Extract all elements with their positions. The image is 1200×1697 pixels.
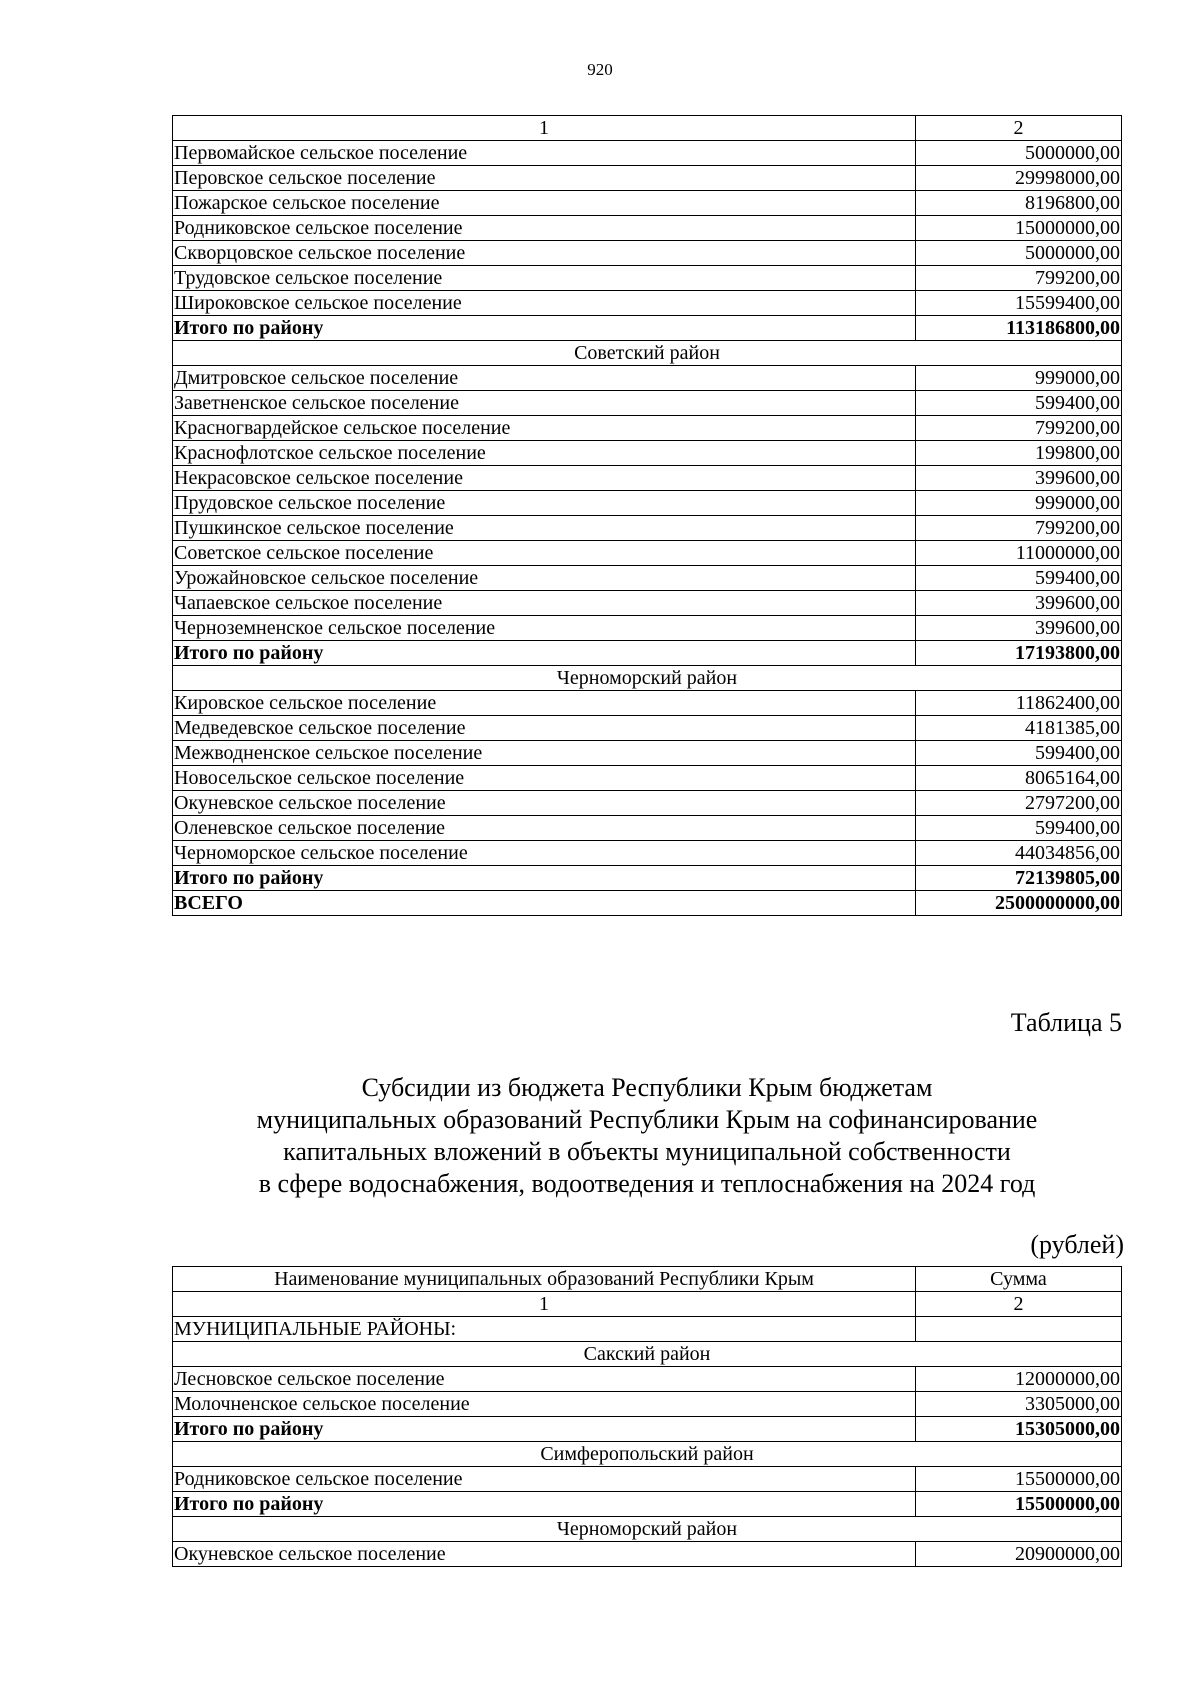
total-row <box>173 1417 1122 1442</box>
table-row <box>173 766 1122 791</box>
amount <box>916 1317 1122 1342</box>
amount: 15000000,00 <box>916 216 1122 241</box>
amount: 599400,00 <box>916 816 1122 841</box>
total-row <box>173 641 1122 666</box>
settlement-name: Родниковское сельское поселение <box>173 216 916 241</box>
table-row <box>173 516 1122 541</box>
settlement-name: Некрасовское сельское поселение <box>173 466 916 491</box>
table-row <box>173 616 1122 641</box>
district-header-row <box>173 1342 1122 1367</box>
settlement-name: Лесновское сельское поселение <box>173 1367 916 1392</box>
group-row <box>173 1317 1122 1342</box>
table-row <box>173 166 1122 191</box>
table-row <box>173 441 1122 466</box>
amount: 8065164,00 <box>916 766 1122 791</box>
total-row <box>173 316 1122 341</box>
amount: 199800,00 <box>916 441 1122 466</box>
table-row <box>173 716 1122 741</box>
header-sum: Сумма <box>916 1267 1122 1292</box>
amount: 15500000,00 <box>916 1492 1122 1517</box>
amount: 799200,00 <box>916 416 1122 441</box>
table-row <box>173 1392 1122 1417</box>
settlement-name: Итого по району <box>173 316 916 341</box>
subsidy-table-continued <box>172 115 1122 916</box>
table-row <box>173 791 1122 816</box>
settlement-name: Чапаевское сельское поселение <box>173 591 916 616</box>
settlement-name: Советское сельское поселение <box>173 541 916 566</box>
district-header-row <box>173 341 1122 366</box>
table-label: Таблица 5 <box>1010 1008 1122 1037</box>
column-number-1: 1 <box>173 1292 916 1317</box>
table-title-line: муниципальных образований Республики Крым на софинансирование <box>256 1105 1038 1134</box>
amount: 3305000,00 <box>916 1392 1122 1417</box>
settlement-name: Первомайское сельское поселение <box>173 141 916 166</box>
settlement-name: Трудовское сельское поселение <box>173 266 916 291</box>
amount: 2797200,00 <box>916 791 1122 816</box>
column-number-2: 2 <box>916 1292 1122 1317</box>
settlement-name: Окуневское сельское поселение <box>173 1542 916 1567</box>
amount: 799200,00 <box>916 266 1122 291</box>
amount: 15500000,00 <box>916 1467 1122 1492</box>
amount: 599400,00 <box>916 741 1122 766</box>
amount: 113186800,00 <box>916 316 1122 341</box>
amount: 399600,00 <box>916 466 1122 491</box>
table-row <box>173 566 1122 591</box>
settlement-name: Межводненское сельское поселение <box>173 741 916 766</box>
settlement-name: Окуневское сельское поселение <box>173 791 916 816</box>
header-row <box>173 1267 1122 1292</box>
amount: 44034856,00 <box>916 841 1122 866</box>
amount: 11000000,00 <box>916 541 1122 566</box>
table-row <box>173 291 1122 316</box>
table-row <box>173 1467 1122 1492</box>
amount: 15599400,00 <box>916 291 1122 316</box>
settlement-name: Молочненское сельское поселение <box>173 1392 916 1417</box>
table-row <box>173 491 1122 516</box>
settlement-name: Родниковское сельское поселение <box>173 1467 916 1492</box>
table-title <box>172 1072 1122 1200</box>
table-row <box>173 141 1122 166</box>
district-header-row <box>173 1517 1122 1542</box>
settlement-name: Пожарское сельское поселение <box>173 191 916 216</box>
amount: 20900000,00 <box>916 1542 1122 1567</box>
total-row <box>173 866 1122 891</box>
table-row <box>173 191 1122 216</box>
settlement-name: Черноземненское сельское поселение <box>173 616 916 641</box>
column-number-row <box>173 116 1122 141</box>
district-name: Симферопольский район <box>173 1442 1122 1467</box>
total-row <box>173 891 1122 916</box>
settlement-name: Итого по району <box>173 1492 916 1517</box>
settlement-name: Оленевское сельское поселение <box>173 816 916 841</box>
page-number: 920 <box>587 60 613 79</box>
settlement-name: Широковское сельское поселение <box>173 291 916 316</box>
table-row <box>173 466 1122 491</box>
amount: 15305000,00 <box>916 1417 1122 1442</box>
settlement-name: Новосельское сельское поселение <box>173 766 916 791</box>
settlement-name: Прудовское сельское поселение <box>173 491 916 516</box>
settlement-name: Краснофлотское сельское поселение <box>173 441 916 466</box>
amount: 599400,00 <box>916 391 1122 416</box>
table-row <box>173 416 1122 441</box>
table-row <box>173 541 1122 566</box>
table-row <box>173 391 1122 416</box>
table-row <box>173 816 1122 841</box>
district-header-row <box>173 1442 1122 1467</box>
settlement-name: Медведевское сельское поселение <box>173 716 916 741</box>
table-row <box>173 1542 1122 1567</box>
settlement-name: Пушкинское сельское поселение <box>173 516 916 541</box>
settlement-name: Заветненское сельское поселение <box>173 391 916 416</box>
settlement-name: Скворцовское сельское поселение <box>173 241 916 266</box>
table-row <box>173 591 1122 616</box>
settlement-name: МУНИЦИПАЛЬНЫЕ РАЙОНЫ: <box>173 1317 916 1342</box>
settlement-name: Перовское сельское поселение <box>173 166 916 191</box>
header-name: Наименование муниципальных образований Республики Крым <box>173 1267 916 1292</box>
amount: 799200,00 <box>916 516 1122 541</box>
settlement-name: Итого по району <box>173 866 916 891</box>
total-row <box>173 1492 1122 1517</box>
settlement-name: Черноморское сельское поселение <box>173 841 916 866</box>
table-row <box>173 241 1122 266</box>
district-name: Сакский район <box>173 1342 1122 1367</box>
amount: 399600,00 <box>916 616 1122 641</box>
table-row <box>173 741 1122 766</box>
table-title-line: капитальных вложений в объекты муниципальной собственности <box>283 1137 1011 1166</box>
amount: 399600,00 <box>916 591 1122 616</box>
amount: 599400,00 <box>916 566 1122 591</box>
column-number-row <box>173 1292 1122 1317</box>
table-row <box>173 366 1122 391</box>
table-row <box>173 1367 1122 1392</box>
amount: 999000,00 <box>916 366 1122 391</box>
amount: 11862400,00 <box>916 691 1122 716</box>
table-row <box>173 841 1122 866</box>
settlement-name: Красногвардейское сельское поселение <box>173 416 916 441</box>
district-name: Черноморский район <box>173 666 1122 691</box>
units-label: (рублей) <box>1030 1230 1124 1259</box>
settlement-name: ВСЕГО <box>173 891 916 916</box>
amount: 8196800,00 <box>916 191 1122 216</box>
settlement-name: Урожайновское сельское поселение <box>173 566 916 591</box>
column-number-2: 2 <box>916 116 1122 141</box>
table-row <box>173 266 1122 291</box>
table-row <box>173 216 1122 241</box>
amount: 17193800,00 <box>916 641 1122 666</box>
settlement-name: Кировское сельское поселение <box>173 691 916 716</box>
amount: 4181385,00 <box>916 716 1122 741</box>
column-number-1: 1 <box>173 116 916 141</box>
settlement-name: Итого по району <box>173 641 916 666</box>
subsidy-table-5 <box>172 1266 1122 1567</box>
amount: 5000000,00 <box>916 241 1122 266</box>
table-title-line: Субсидии из бюджета Республики Крым бюджетам <box>361 1073 933 1102</box>
amount: 2500000000,00 <box>916 891 1122 916</box>
district-name: Советский район <box>173 341 1122 366</box>
amount: 12000000,00 <box>916 1367 1122 1392</box>
settlement-name: Дмитровское сельское поселение <box>173 366 916 391</box>
amount: 29998000,00 <box>916 166 1122 191</box>
amount: 5000000,00 <box>916 141 1122 166</box>
settlement-name: Итого по району <box>173 1417 916 1442</box>
district-header-row <box>173 666 1122 691</box>
table-row <box>173 691 1122 716</box>
table-title-line: в сфере водоснабжения, водоотведения и теплоснабжения на 2024 год <box>258 1169 1036 1198</box>
amount: 999000,00 <box>916 491 1122 516</box>
district-name: Черноморский район <box>173 1517 1122 1542</box>
amount: 72139805,00 <box>916 866 1122 891</box>
